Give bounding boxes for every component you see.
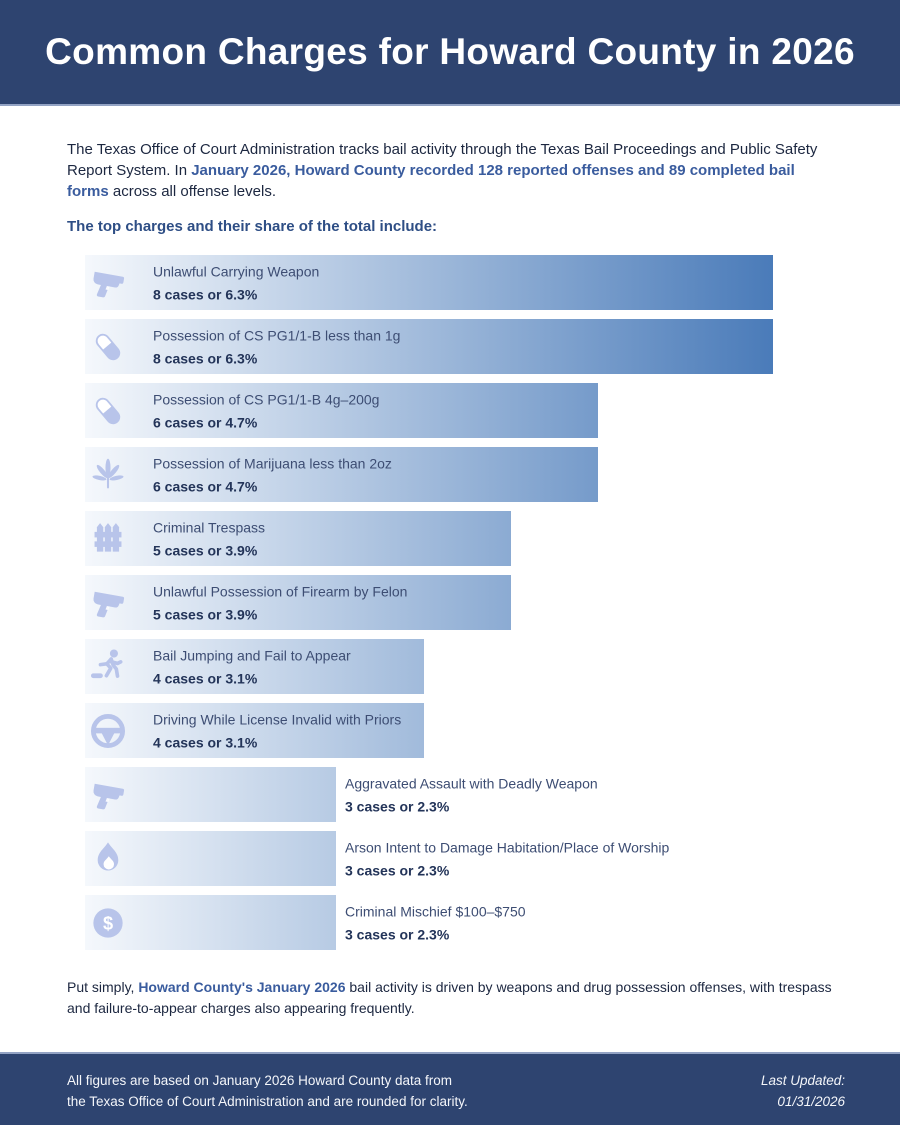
handgun-icon (87, 260, 129, 306)
chart-heading: The top charges and their share of the total include: (67, 218, 438, 235)
last-updated-date: 01/31/2026 (777, 1094, 845, 1109)
charge-bar (85, 511, 511, 566)
charge-label: Criminal Trespass (153, 519, 266, 535)
charge-label: Possession of CS PG1/1-B less than 1g (153, 327, 401, 343)
charge-stat: 3 cases or 2.3% (345, 926, 450, 942)
footer-line-1: All figures are based on January 2026 Howard County data from (67, 1073, 452, 1088)
charge-row-arson (0, 831, 900, 886)
charge-label: Possession of Marijuana less than 2oz (153, 455, 392, 471)
charge-label: Criminal Mischief $100–$750 (345, 903, 526, 919)
charge-row-cs-pg1-less-1g (0, 319, 900, 374)
marijuana-leaf-icon (87, 452, 129, 498)
charge-row-marijuana (0, 447, 900, 502)
charge-row-bail-jumping (0, 639, 900, 694)
charge-stat: 8 cases or 6.3% (153, 286, 258, 302)
summary-paragraph (67, 977, 839, 1019)
intro-paragraph (67, 139, 839, 202)
charge-stat: 3 cases or 2.3% (345, 798, 450, 814)
charge-stat: 8 cases or 6.3% (153, 350, 258, 366)
pill-capsule-icon (87, 324, 129, 370)
charge-row-firearm-by-felon (0, 575, 900, 630)
charge-row-aggravated-assault (0, 767, 900, 822)
charge-row-criminal-trespass (0, 511, 900, 566)
charge-row-criminal-mischief (0, 895, 900, 950)
header-banner (0, 0, 900, 106)
flame-icon (87, 836, 129, 882)
intro-text-after: across all offense levels. (108, 183, 276, 200)
running-person-icon (87, 644, 129, 690)
charge-stat: 6 cases or 4.7% (153, 478, 258, 494)
intro-text-before: The Texas Office of Court Administration tracks bail activity through the Texas Bail Proceedings and Public Safety Report System. In (67, 141, 818, 179)
footer-line-2: the Texas Office of Court Administration and are rounded for clarity. (67, 1094, 468, 1109)
summary-text-after: bail activity is driven by weapons and drug possession offenses, with trespass and failure-to-appear charges also appearing frequently. (67, 979, 832, 1016)
charge-row-dwli (0, 703, 900, 758)
handgun-icon (87, 580, 129, 626)
summary-text-before: Put simply, (67, 979, 139, 995)
charge-label: Driving While License Invalid with Priors (153, 711, 402, 727)
footer-banner (0, 1052, 900, 1125)
footer-source-note (67, 1070, 468, 1112)
charge-stat: 4 cases or 3.1% (153, 670, 258, 686)
charge-label: Possession of CS PG1/1-B 4g–200g (153, 391, 380, 407)
summary-accent-text: Howard County's January 2026 (138, 979, 346, 995)
charge-stat: 4 cases or 3.1% (153, 734, 258, 750)
charge-label: Unlawful Possession of Firearm by Felon (153, 583, 408, 599)
last-updated-label: Last Updated: (760, 1073, 845, 1088)
charge-stat: 6 cases or 4.7% (153, 414, 258, 430)
charge-stat: 5 cases or 3.9% (153, 542, 258, 558)
charge-bar-chart (0, 255, 900, 959)
charge-label: Arson Intent to Damage Habitation/Place of Worship (345, 839, 670, 855)
handgun-icon (87, 772, 129, 818)
charge-row-cs-pg1-4g-200g (0, 383, 900, 438)
fence-icon (87, 516, 129, 562)
page-title: Common Charges for Howard County in 2026 (45, 31, 855, 72)
intro-accent-text: January 2026, Howard County recorded 128 reported offenses and 89 completed bail forms (67, 162, 795, 200)
charge-stat: 3 cases or 2.3% (345, 862, 450, 878)
charge-row-unlawful-carrying-weapon (0, 255, 900, 310)
steering-wheel-icon (87, 708, 129, 754)
last-updated-note (761, 1070, 845, 1112)
charge-label: Unlawful Carrying Weapon (153, 263, 320, 279)
pill-capsule-icon (87, 388, 129, 434)
dollar-circle-icon (87, 900, 129, 946)
charge-label: Aggravated Assault with Deadly Weapon (345, 775, 598, 791)
charge-stat: 5 cases or 3.9% (153, 606, 258, 622)
charge-label: Bail Jumping and Fail to Appear (153, 647, 351, 663)
